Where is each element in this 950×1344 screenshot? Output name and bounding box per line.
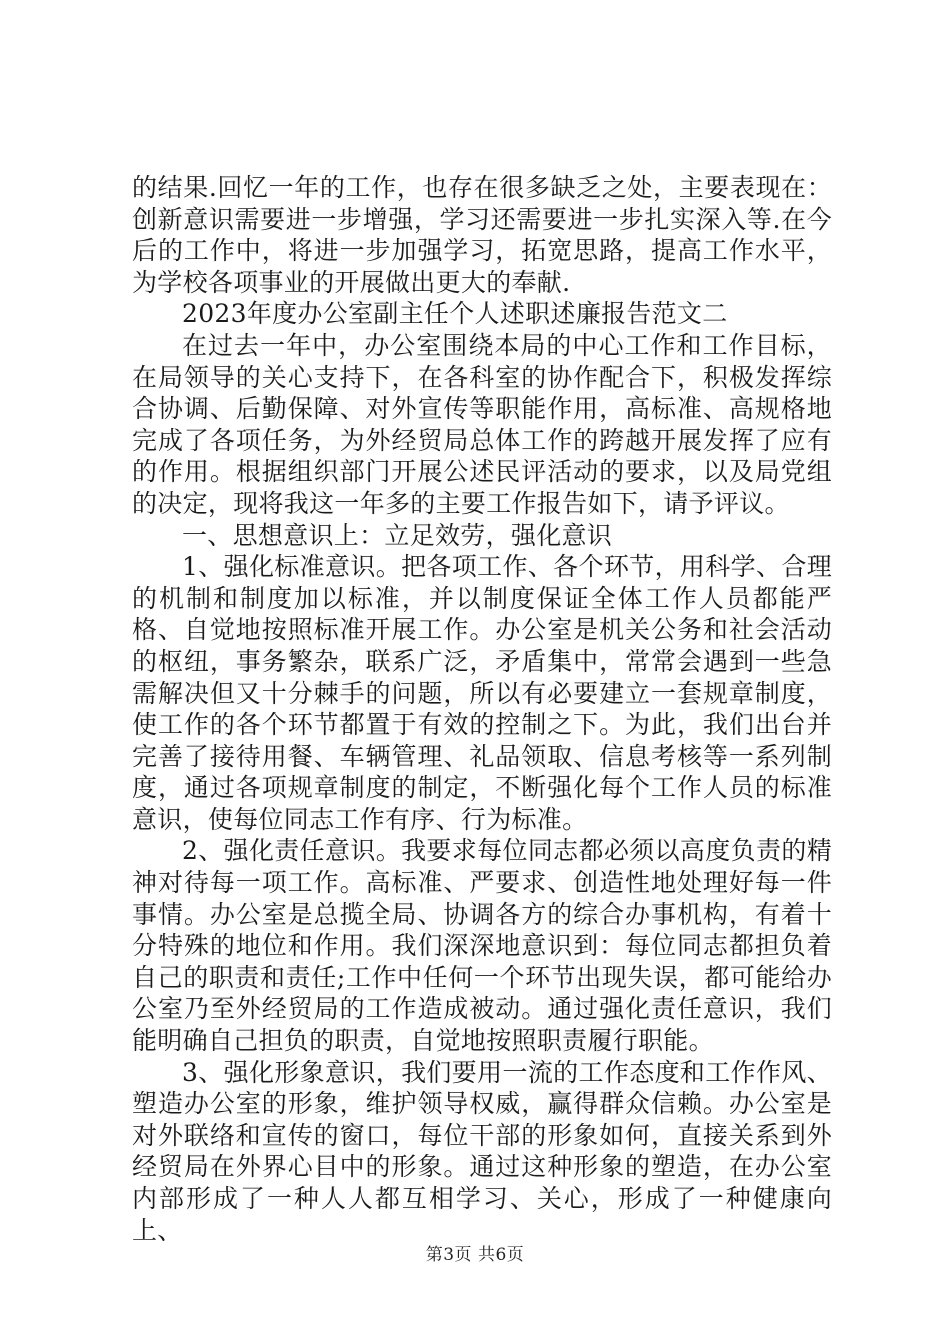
page-footer: 第3页 共6页 <box>425 1245 525 1265</box>
paragraph-item-1: 1、强化标准意识。把各项工作、各个环节，用科学、合理的机制和制度加以标准，并以制度保证全体工作人员都能严格、自觉地按照标准开展工作。办公室是机关公务和社会活动的枢纽，事务繁杂，联系广泛，矛盾集中，常常会遇到一些急需解决但又十分棘手的问题，所以有必要建立一套规章制度，使工作的各个环节都置于有效的控制之下。为此，我们出台并完善了接待用餐、车辆管理、礼品领取、信息考核等一系列制度，通过各项规章制度的制定，不断强化每个工作人员的标准意识，使每位同志工作有序、行为标准。 <box>132 552 832 834</box>
section-heading: 一、思想意识上：立足效劳，强化意识 <box>182 520 613 550</box>
paragraph-item-3: 3、强化形象意识，我们要用一流的工作态度和工作作风、塑造办公室的形象，维护领导权威，赢得群众信赖。办公室是对外联络和宣传的窗口，每位干部的形象如何，直接关系到外经贸局在外界心目中的形象。通过这种形象的塑造，在办公室内部形成了一种人人都互相学习、关心，形成了一种健康向上、 <box>132 1057 832 1245</box>
paragraph-continuation: 的结果.回忆一年的工作，也存在很多缺乏之处，主要表现在：创新意识需要进一步增强，学习还需要进一步扎实深入等.在今后的工作中，将进一步加强学习，拓宽思路，提高工作水平，为学校各项事业的开展做出更大的奉献. <box>132 173 832 297</box>
paragraph-intro: 在过去一年中，办公室围绕本局的中心工作和工作目标，在局领导的关心支持下，在各科室的协作配合下，积极发挥综合协调、后勤保障、对外宣传等职能作用，高标准、高规格地完成了各项任务，为外经贸局总体工作的跨越开展发挥了应有的作用。根据组织部门开展公述民评活动的要求，以及局党组的决定，现将我这一年多的主要工作报告如下，请予评议。 <box>132 330 832 518</box>
document-body <box>132 172 832 1246</box>
report-title: 2023年度办公室副主任个人述职述廉报告范文二 <box>182 299 728 329</box>
paragraph-item-2: 2、强化责任意识。我要求每位同志都必须以高度负责的精神对待每一项工作。高标准、严要求、创造性地处理好每一件事情。办公室是总揽全局、协调各方的综合办事机构，有着十分特殊的地位和作用。我们深深地意识到：每位同志都担负着自己的职责和责任;工作中任何一个环节出现失误，都可能给办公室乃至外经贸局的工作造成被动。通过强化责任意识，我们能明确自己担负的职责，自觉地按照职责履行职能。 <box>132 836 832 1056</box>
